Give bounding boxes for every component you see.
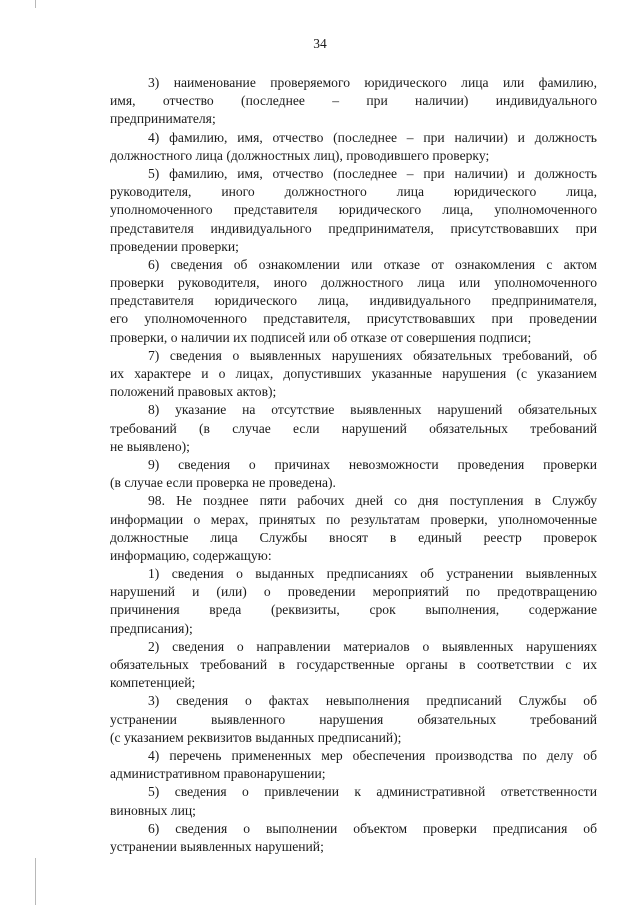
text-line: требований (в случае если нарушений обязательных требований [110, 420, 597, 436]
text-line: (в случае если проверка не проведена). [110, 475, 336, 491]
text-line: 2) сведения о направлении материалов о выявленных нарушениях [148, 638, 597, 654]
text-line: имя, отчество (последнее – при наличии) индивидуального [110, 93, 597, 109]
text-line: должностные лица Службы вносят в единый реестр проверок [110, 529, 597, 545]
paragraph [110, 692, 597, 747]
text-line: 5) сведения о привлечении к административной ответственности [148, 784, 597, 800]
text-line: виновных лиц; [110, 802, 196, 818]
text-line: причинения вреда (реквизиты, срок выполнения, содержание [110, 602, 597, 618]
scan-mark-top [35, 0, 36, 8]
paragraph [110, 820, 597, 856]
paragraph [110, 165, 597, 256]
text-line: 6) сведения об ознакомлении или отказе от ознакомления с актом [148, 256, 597, 272]
text-line: 7) сведения о выявленных нарушениях обязательных требований, об [148, 347, 597, 363]
document-body [110, 74, 597, 856]
text-line: руководителя, иного должностного лица юридического лица, [110, 184, 597, 200]
paragraph [110, 565, 597, 638]
text-line: предписания); [110, 620, 193, 636]
text-line: представителя индивидуального предпринимателя, присутствовавших при [110, 220, 597, 236]
text-line: 8) указание на отсутствие выявленных нарушений обязательных [148, 402, 597, 418]
paragraph [110, 638, 597, 693]
paragraph [110, 129, 597, 165]
text-line: нарушений и (или) о проведении мероприятий по предотвращению [110, 584, 597, 600]
text-line: 9) сведения о причинах невозможности проведения проверки [148, 456, 597, 472]
text-line: проверки, о наличии их подписей или об отказе от совершения подписи; [110, 329, 532, 345]
paragraph [110, 347, 597, 402]
text-line: не выявлено); [110, 438, 190, 454]
text-line: 98. Не позднее пяти рабочих дней со дня поступления в Службу [148, 493, 597, 509]
text-line: представителя юридического лица, индивидуального предпринимателя, [110, 293, 597, 309]
text-line: устранении выявленных нарушений; [110, 838, 324, 854]
text-line: проверки руководителя, иного должностного лица или уполномоченного [110, 275, 597, 291]
text-line: их характере и о лицах, допустивших указанные нарушения (с указанием [110, 366, 597, 381]
text-line: 5) фамилию, имя, отчество (последнее – при наличии) и должность [148, 165, 597, 181]
text-line: (с указанием реквизитов выданных предписаний); [110, 729, 402, 745]
text-line: информацию, содержащую: [110, 547, 272, 563]
text-line: 3) наименование проверяемого юридического лица или фамилию, [148, 75, 597, 90]
text-line: 6) сведения о выполнении объектом проверки предписания об [148, 820, 597, 836]
text-line: 4) фамилию, имя, отчество (последнее – при наличии) и должность [148, 129, 597, 145]
paragraph [110, 456, 597, 492]
text-line: 3) сведения о фактах невыполнения предписаний Службы об [148, 693, 597, 709]
text-line: его уполномоченного представителя, присутствовавших при проведении [110, 311, 597, 327]
paragraph [110, 74, 597, 129]
paragraph [110, 492, 597, 565]
text-line: уполномоченного представителя юридического лица, уполномоченного [110, 202, 597, 218]
text-line: должностного лица (должностных лиц), проводившего проверку; [110, 147, 490, 163]
text-line: проведении проверки; [110, 238, 239, 254]
paragraph [110, 401, 597, 456]
text-line: 4) перечень примененных мер обеспечения производства по делу об [148, 747, 597, 763]
page-number: 34 [313, 36, 327, 51]
text-line: положений правовых актов); [110, 384, 277, 400]
text-line: компетенцией; [110, 675, 196, 691]
scan-mark-bottom [35, 858, 36, 905]
text-line: 1) сведения о выданных предписаниях об устранении выявленных [148, 566, 597, 582]
text-line: обязательных требований в государственные органы в соответствии с их [110, 657, 597, 672]
text-line: административном правонарушении; [110, 766, 326, 782]
paragraph [110, 747, 597, 783]
text-line: информации о мерах, принятых по результатам проверки, уполномоченные [110, 511, 597, 527]
paragraph [110, 783, 597, 819]
paragraph [110, 256, 597, 347]
text-line: устранении выявленного нарушения обязательных требований [110, 711, 597, 727]
text-line: предпринимателя; [110, 111, 216, 127]
